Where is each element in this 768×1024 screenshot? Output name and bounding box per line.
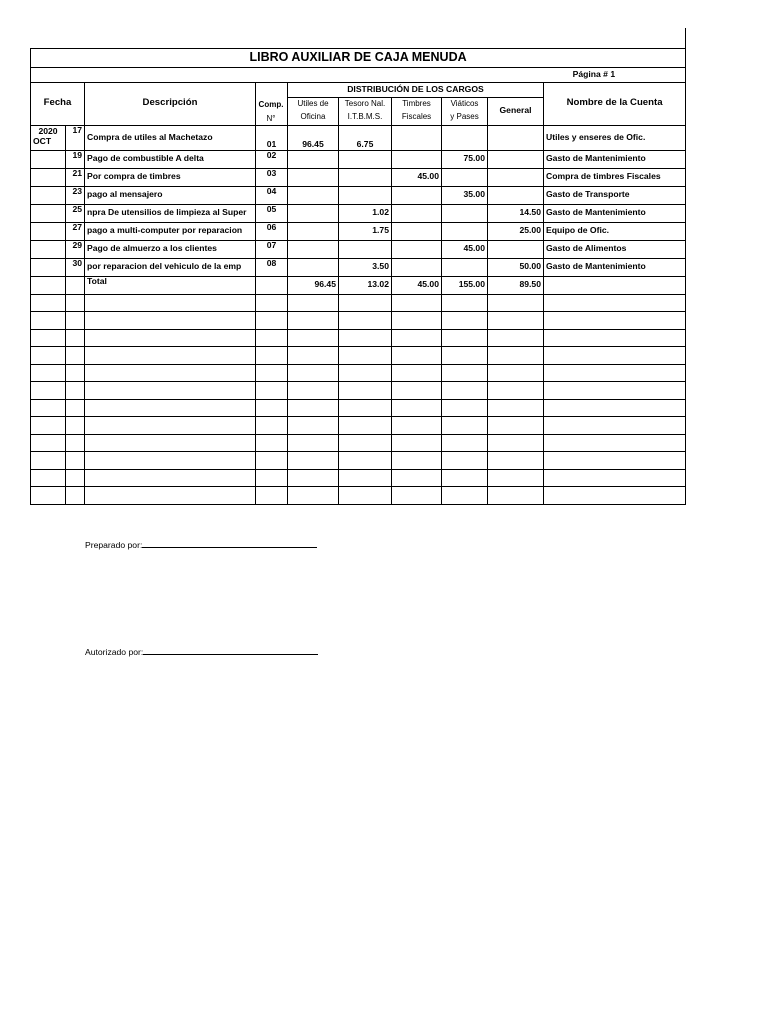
- authorized-signature-line[interactable]: [143, 645, 318, 655]
- tesoro-cell: [339, 150, 392, 168]
- empty-cell[interactable]: [66, 399, 85, 417]
- empty-row: [31, 312, 686, 330]
- empty-cell[interactable]: [85, 312, 256, 330]
- timbres-cell: [392, 240, 442, 258]
- description-cell: Compra de utiles al Machetazo: [85, 125, 256, 150]
- empty-cell[interactable]: [488, 469, 544, 487]
- empty-cell[interactable]: [256, 294, 288, 312]
- total-viaticos: 155.00: [442, 276, 488, 294]
- empty-cell[interactable]: [339, 382, 392, 400]
- empty-cell[interactable]: [442, 364, 488, 382]
- empty-cell[interactable]: [488, 382, 544, 400]
- empty-cell[interactable]: [544, 417, 686, 435]
- empty-cell[interactable]: [66, 434, 85, 452]
- viaticos-header-1: Viáticos: [442, 97, 488, 111]
- timbres-cell: [392, 204, 442, 222]
- empty-cell[interactable]: [288, 417, 339, 435]
- empty-cell[interactable]: [66, 452, 85, 470]
- empty-cell[interactable]: [488, 294, 544, 312]
- empty-cell[interactable]: [31, 364, 66, 382]
- empty-cell[interactable]: [85, 417, 256, 435]
- empty-cell[interactable]: [488, 364, 544, 382]
- tesoro-header-1: Tesoro Nal.: [339, 97, 392, 111]
- page-number: Página # 1: [31, 67, 686, 82]
- utiles-header-2: Oficina: [288, 111, 339, 125]
- empty-row: [31, 469, 686, 487]
- utiles-cell: [288, 240, 339, 258]
- table-row: [31, 204, 686, 222]
- prepared-by: [85, 538, 317, 550]
- empty-cell[interactable]: [256, 347, 288, 365]
- utiles-cell: [288, 186, 339, 204]
- empty-cell[interactable]: [66, 347, 85, 365]
- cuenta-cell: Equipo de Ofic.: [544, 222, 686, 240]
- utiles-header-1: Utiles de: [288, 97, 339, 111]
- empty-cell[interactable]: [392, 434, 442, 452]
- empty-cell[interactable]: [392, 382, 442, 400]
- empty-cell[interactable]: [256, 382, 288, 400]
- empty-row: [31, 434, 686, 452]
- day-cell: 27: [66, 222, 85, 240]
- ledger-table: [30, 28, 686, 505]
- table-row: [31, 125, 686, 150]
- empty-cell[interactable]: [339, 312, 392, 330]
- description-cell: npra De utensilios de limpieza al Super: [85, 204, 256, 222]
- total-general: 89.50: [488, 276, 544, 294]
- empty-cell[interactable]: [288, 434, 339, 452]
- empty-cell[interactable]: [339, 469, 392, 487]
- empty-cell[interactable]: [85, 347, 256, 365]
- empty-cell[interactable]: [31, 312, 66, 330]
- empty-cell[interactable]: [288, 347, 339, 365]
- description-cell: Pago de combustible A delta: [85, 150, 256, 168]
- empty-row: [31, 294, 686, 312]
- empty-cell[interactable]: [288, 399, 339, 417]
- empty-cell[interactable]: [544, 487, 686, 505]
- empty-cell[interactable]: [256, 399, 288, 417]
- empty-cell[interactable]: [256, 434, 288, 452]
- empty-cell[interactable]: [339, 417, 392, 435]
- description-cell: Por compra de timbres: [85, 168, 256, 186]
- comp-cell: 08: [256, 258, 288, 276]
- table-row: [31, 186, 686, 204]
- empty-row: [31, 417, 686, 435]
- empty-row: [31, 487, 686, 505]
- empty-cell[interactable]: [288, 487, 339, 505]
- description-cell: pago a multi-computer por reparacion: [85, 222, 256, 240]
- general-header: General: [488, 97, 544, 125]
- empty-cell[interactable]: [392, 399, 442, 417]
- comp-cell: 04: [256, 186, 288, 204]
- table-row: [31, 258, 686, 276]
- general-cell: [488, 240, 544, 258]
- tesoro-cell: 1.02: [339, 204, 392, 222]
- comp-header: [255, 98, 287, 126]
- empty-cell[interactable]: [488, 487, 544, 505]
- empty-cell[interactable]: [288, 294, 339, 312]
- empty-cell[interactable]: [31, 469, 66, 487]
- month-cell: [31, 186, 66, 204]
- total-label: Total: [85, 276, 256, 294]
- empty-cell[interactable]: [288, 312, 339, 330]
- empty-cell[interactable]: [85, 469, 256, 487]
- tesoro-cell: [339, 168, 392, 186]
- utiles-cell: [288, 258, 339, 276]
- empty-cell[interactable]: [339, 329, 392, 347]
- empty-cell[interactable]: [544, 399, 686, 417]
- month-cell: [31, 204, 66, 222]
- table-row: [31, 168, 686, 186]
- empty-cell[interactable]: [544, 329, 686, 347]
- empty-cell[interactable]: [488, 434, 544, 452]
- cuenta-cell: Gasto de Mantenimiento: [544, 150, 686, 168]
- empty-cell[interactable]: [339, 347, 392, 365]
- empty-cell[interactable]: [339, 364, 392, 382]
- timbres-cell: [392, 258, 442, 276]
- empty-cell[interactable]: [339, 399, 392, 417]
- viaticos-cell: [442, 168, 488, 186]
- empty-cell[interactable]: [392, 294, 442, 312]
- empty-cell[interactable]: [544, 364, 686, 382]
- empty-cell[interactable]: [392, 487, 442, 505]
- empty-cell[interactable]: [288, 382, 339, 400]
- empty-cell[interactable]: [31, 382, 66, 400]
- comp-cell: 03: [256, 168, 288, 186]
- title-row: [31, 48, 686, 67]
- empty-cell[interactable]: [544, 312, 686, 330]
- empty-cell[interactable]: [31, 417, 66, 435]
- utiles-cell: 96.45: [288, 125, 339, 150]
- empty-cell[interactable]: [288, 329, 339, 347]
- empty-row: [31, 364, 686, 382]
- day-cell: 23: [66, 186, 85, 204]
- cuenta-cell: Gasto de Mantenimiento: [544, 258, 686, 276]
- total-timbres: 45.00: [392, 276, 442, 294]
- general-cell: 14.50: [488, 204, 544, 222]
- comp-cell: 02: [256, 150, 288, 168]
- empty-cell[interactable]: [288, 469, 339, 487]
- empty-cell[interactable]: [442, 382, 488, 400]
- empty-cell[interactable]: [66, 294, 85, 312]
- day-cell: 21: [66, 168, 85, 186]
- empty-cell[interactable]: [442, 417, 488, 435]
- empty-cell[interactable]: [66, 312, 85, 330]
- empty-cell[interactable]: [442, 329, 488, 347]
- empty-cell[interactable]: [442, 294, 488, 312]
- empty-cell[interactable]: [66, 417, 85, 435]
- authorized-by: [85, 645, 318, 657]
- header-row-1: [31, 82, 686, 97]
- empty-cell[interactable]: [339, 452, 392, 470]
- tesoro-cell: [339, 240, 392, 258]
- cuenta-cell: Compra de timbres Fiscales: [544, 168, 686, 186]
- total-utiles: 96.45: [288, 276, 339, 294]
- empty-cell[interactable]: [392, 329, 442, 347]
- description-cell: pago al mensajero: [85, 186, 256, 204]
- month-cell: [31, 222, 66, 240]
- descripcion-header: Descripción: [85, 82, 256, 125]
- general-cell: [488, 168, 544, 186]
- month-cell: [31, 125, 66, 150]
- cuenta-cell: Gasto de Transporte: [544, 186, 686, 204]
- empty-cell[interactable]: [31, 294, 66, 312]
- empty-cell[interactable]: [442, 452, 488, 470]
- day-cell: 17: [66, 125, 85, 150]
- viaticos-cell: 35.00: [442, 186, 488, 204]
- utiles-cell: [288, 150, 339, 168]
- comp-cell: 07: [256, 240, 288, 258]
- empty-cell[interactable]: [256, 469, 288, 487]
- empty-cell[interactable]: [256, 487, 288, 505]
- table-row: [31, 150, 686, 168]
- viaticos-cell: [442, 222, 488, 240]
- ledger-sheet: [30, 28, 686, 505]
- page-row: [31, 67, 686, 82]
- viaticos-cell: [442, 258, 488, 276]
- empty-cell[interactable]: [66, 382, 85, 400]
- timbres-cell: [392, 150, 442, 168]
- timbres-header-2: Fiscales: [392, 111, 442, 125]
- cuenta-cell: Gasto de Alimentos: [544, 240, 686, 258]
- empty-row: [31, 399, 686, 417]
- empty-cell[interactable]: [288, 364, 339, 382]
- empty-cell[interactable]: [442, 347, 488, 365]
- empty-cell[interactable]: [339, 487, 392, 505]
- empty-cell[interactable]: [392, 364, 442, 382]
- total-row: [31, 276, 686, 294]
- comp-header-2: N°: [266, 114, 276, 123]
- empty-cell[interactable]: [85, 294, 256, 312]
- tesoro-header-2: I.T.B.M.S.: [339, 111, 392, 125]
- empty-cell[interactable]: [442, 434, 488, 452]
- empty-cell[interactable]: [31, 452, 66, 470]
- month-cell: [31, 168, 66, 186]
- fecha-header: Fecha: [31, 82, 85, 125]
- empty-cell[interactable]: [442, 399, 488, 417]
- viaticos-cell: 45.00: [442, 240, 488, 258]
- empty-cell[interactable]: [288, 452, 339, 470]
- timbres-cell: [392, 222, 442, 240]
- empty-cell[interactable]: [544, 469, 686, 487]
- empty-cell[interactable]: [488, 452, 544, 470]
- empty-cell[interactable]: [544, 294, 686, 312]
- empty-cell[interactable]: [256, 452, 288, 470]
- viaticos-cell: 75.00: [442, 150, 488, 168]
- viaticos-header-2: y Pases: [442, 111, 488, 125]
- tesoro-cell: 1.75: [339, 222, 392, 240]
- empty-cell[interactable]: [256, 364, 288, 382]
- empty-cell[interactable]: [85, 399, 256, 417]
- day-cell: 25: [66, 204, 85, 222]
- timbres-header-1: Timbres: [392, 97, 442, 111]
- empty-cell[interactable]: [544, 382, 686, 400]
- utiles-cell: [288, 222, 339, 240]
- timbres-cell: 45.00: [392, 168, 442, 186]
- empty-cell[interactable]: [442, 312, 488, 330]
- distribucion-header: DISTRIBUCIÓN DE LOS CARGOS: [288, 82, 544, 97]
- empty-cell[interactable]: [85, 452, 256, 470]
- empty-cell[interactable]: [31, 329, 66, 347]
- empty-cell[interactable]: [31, 399, 66, 417]
- empty-cell[interactable]: [442, 487, 488, 505]
- empty-cell[interactable]: [31, 347, 66, 365]
- empty-cell[interactable]: [66, 469, 85, 487]
- cuenta-cell: Utiles y enseres de Ofic.: [544, 125, 686, 150]
- empty-row: [31, 452, 686, 470]
- timbres-cell: [392, 125, 442, 150]
- empty-cell[interactable]: [66, 364, 85, 382]
- month-cell: [31, 258, 66, 276]
- comp-cell: 05: [256, 204, 288, 222]
- empty-cell[interactable]: [488, 329, 544, 347]
- utiles-cell: [288, 204, 339, 222]
- prepared-signature-line[interactable]: [142, 538, 317, 548]
- general-cell: [488, 186, 544, 204]
- empty-cell[interactable]: [544, 452, 686, 470]
- empty-cell[interactable]: [392, 312, 442, 330]
- empty-cell[interactable]: [66, 487, 85, 505]
- empty-cell[interactable]: [392, 452, 442, 470]
- year-label: 2020: [38, 125, 58, 136]
- empty-cell[interactable]: [256, 329, 288, 347]
- empty-cell[interactable]: [488, 399, 544, 417]
- tesoro-cell: 6.75: [339, 125, 392, 150]
- empty-cell[interactable]: [442, 469, 488, 487]
- tesoro-cell: 3.50: [339, 258, 392, 276]
- timbres-cell: [392, 186, 442, 204]
- empty-cell[interactable]: [488, 417, 544, 435]
- empty-row: [31, 329, 686, 347]
- comp-cell: 06: [256, 222, 288, 240]
- general-cell: 50.00: [488, 258, 544, 276]
- empty-cell[interactable]: [85, 329, 256, 347]
- day-cell: 29: [66, 240, 85, 258]
- empty-cell[interactable]: [339, 434, 392, 452]
- total-tesoro: 13.02: [339, 276, 392, 294]
- viaticos-cell: [442, 125, 488, 150]
- day-cell: 30: [66, 258, 85, 276]
- empty-cell[interactable]: [85, 487, 256, 505]
- prepared-label: Preparado por:: [85, 540, 143, 550]
- empty-cell[interactable]: [85, 382, 256, 400]
- authorized-label: Autorizado por:: [85, 647, 144, 657]
- tesoro-cell: [339, 186, 392, 204]
- description-cell: Pago de almuerzo a los clientes: [85, 240, 256, 258]
- empty-cell[interactable]: [544, 347, 686, 365]
- empty-row: [31, 382, 686, 400]
- month-cell: [31, 240, 66, 258]
- comp-header-1: Comp.: [258, 100, 284, 109]
- description-cell: por reparacion del vehiculo de la emp: [85, 258, 256, 276]
- day-cell: 19: [66, 150, 85, 168]
- top-blank-row: [31, 28, 686, 48]
- empty-cell[interactable]: [256, 417, 288, 435]
- empty-cell[interactable]: [392, 417, 442, 435]
- month-cell: [31, 150, 66, 168]
- table-row: [31, 240, 686, 258]
- empty-cell[interactable]: [392, 469, 442, 487]
- empty-cell[interactable]: [544, 434, 686, 452]
- empty-cell[interactable]: [66, 329, 85, 347]
- empty-cell[interactable]: [339, 294, 392, 312]
- empty-cell[interactable]: [392, 347, 442, 365]
- viaticos-cell: [442, 204, 488, 222]
- general-cell: 25.00: [488, 222, 544, 240]
- general-cell: [488, 125, 544, 150]
- empty-cell[interactable]: [31, 487, 66, 505]
- ledger-title: LIBRO AUXILIAR DE CAJA MENUDA: [31, 48, 686, 67]
- table-row: [31, 222, 686, 240]
- utiles-cell: [288, 168, 339, 186]
- empty-cell[interactable]: [488, 312, 544, 330]
- general-cell: [488, 150, 544, 168]
- cuenta-header: Nombre de la Cuenta: [544, 82, 686, 125]
- cuenta-cell: Gasto de Mantenimiento: [544, 204, 686, 222]
- empty-cell[interactable]: [256, 312, 288, 330]
- empty-cell[interactable]: [31, 434, 66, 452]
- empty-cell[interactable]: [85, 434, 256, 452]
- empty-row: [31, 347, 686, 365]
- month-label: OCT: [33, 135, 52, 146]
- empty-cell[interactable]: [85, 364, 256, 382]
- comp-cell: 01: [256, 125, 288, 150]
- empty-cell[interactable]: [488, 347, 544, 365]
